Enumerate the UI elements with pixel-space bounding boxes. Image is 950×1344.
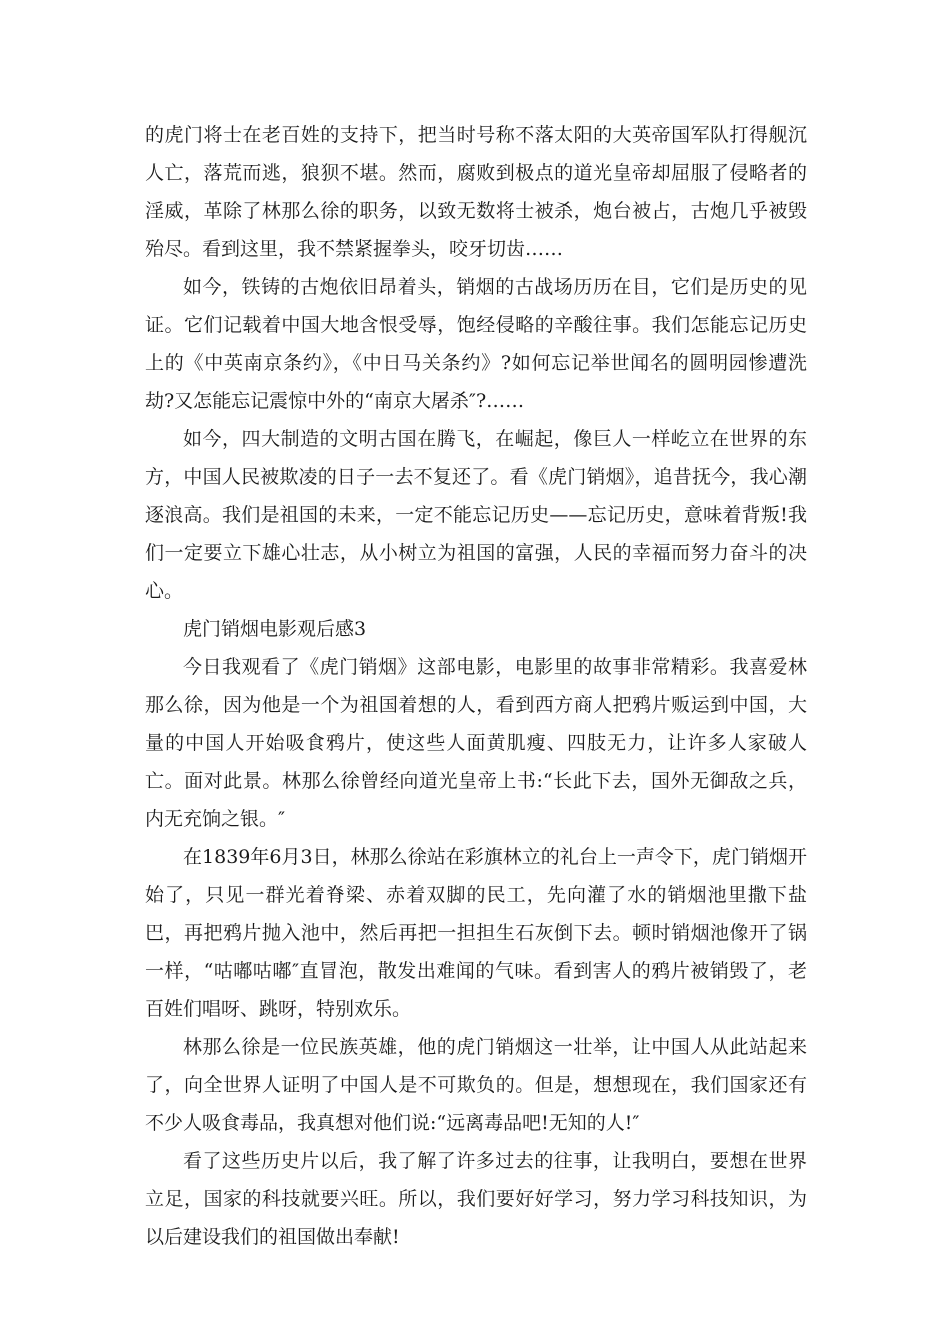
- paragraph: 如今，四大制造的文明古国在腾飞，在崛起，像巨人一样屹立在世界的东方，中国人民被欺凌的日子一去不复还了。看《虎门销烟》，追昔抚今，我心潮逐浪高。我们是祖国的未来，一定不能忘记历史——忘记历史，意味着背叛!我们一定要立下雄心壮志，从小树立为祖国的富强，人民的幸福而努力奋斗的决心。: [145, 428, 807, 602]
- paragraph: 林那么徐是一位民族英雄，他的虎门销烟这一壮举，让中国人从此站起来了，向全世界人证明了中国人是不可欺负的。但是，想想现在，我们国家还有不少人吸食毒品，我真想对他们说:“远离毒品吧!无知的人!″: [145, 1036, 807, 1134]
- document-body: [145, 116, 807, 1256]
- paragraph: 今日我观看了《虎门销烟》这部电影，电影里的故事非常精彩。我喜爱林那么徐，因为他是一个为祖国着想的人，看到西方商人把鸦片贩运到中国，大量的中国人开始吸食鸦片，使这些人面黄肌瘦、四肢无力，让许多人家破人亡。面对此景。林那么徐曾经向道光皇帝上书:“长此下去，国外无御敌之兵，内无充饷之银。″: [145, 656, 807, 830]
- paragraph: 如今，铁铸的古炮依旧昂着头，销烟的古战场历历在目，它们是历史的见证。它们记载着中国大地含恨受辱，饱经侵略的辛酸往事。我们怎能忘记历史上的《中英南京条约》，《中日马关条约》?如何忘记举世闻名的圆明园惨遭洗劫?又怎能忘记震惊中外的“南京大屠杀″?……: [145, 276, 807, 412]
- section-heading: 虎门销烟电影观后感3: [183, 618, 367, 640]
- paragraph-continued: 的虎门将士在老百姓的支持下，把当时号称不落太阳的大英帝国军队打得舰沉人亡，落荒而逃，狼狈不堪。然而，腐败到极点的道光皇帝却屈服了侵略者的淫威，革除了林那么徐的职务，以致无数将士被杀，炮台被占，古炮几乎被毁殆尽。看到这里，我不禁紧握拳头，咬牙切齿……: [145, 124, 807, 260]
- paragraph: 看了这些历史片以后，我了解了许多过去的往事，让我明白，要想在世界立足，国家的科技就要兴旺。所以，我们要好好学习，努力学习科技知识，为以后建设我们的祖国做出奉献!: [145, 1150, 807, 1248]
- paragraph: 在1839年6月3日，林那么徐站在彩旗林立的礼台上一声令下，虎门销烟开始了，只见一群光着脊梁、赤着双脚的民工，先向灌了水的销烟池里撒下盐巴，再把鸦片抛入池中，然后再把一担担生石灰倒下去。顿时销烟池像开了锅一样，“咕嘟咕嘟″直冒泡，散发出难闻的气味。看到害人的鸦片被销毁了，老百姓们唱呀、跳呀，特别欢乐。: [145, 846, 807, 1020]
